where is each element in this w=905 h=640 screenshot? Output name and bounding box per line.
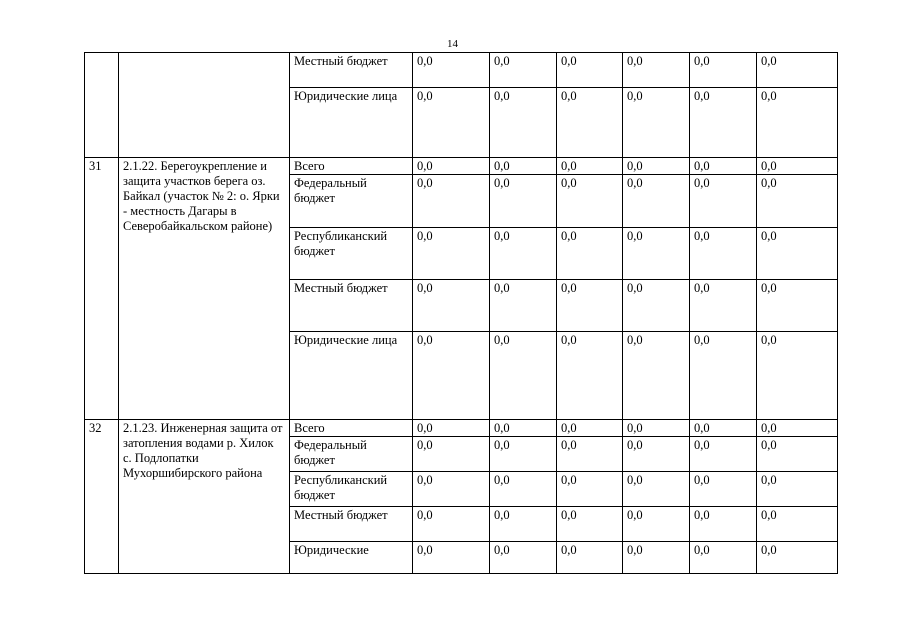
page-number: 14	[447, 38, 458, 50]
value-cell: 0,0	[623, 332, 690, 420]
value-cell: 0,0	[623, 420, 690, 437]
funding-source-cell: Всего	[290, 420, 413, 437]
value-cell: 0,0	[690, 53, 757, 88]
funding-source-cell: Федеральный бюджет	[290, 175, 413, 228]
value-cell: 0,0	[557, 175, 623, 228]
value-cell: 0,0	[557, 88, 623, 158]
value-cell: 0,0	[490, 420, 557, 437]
value-cell: 0,0	[623, 280, 690, 332]
value-cell: 0,0	[490, 158, 557, 175]
value-cell: 0,0	[690, 472, 757, 507]
funding-source-cell: Местный бюджет	[290, 53, 413, 88]
value-cell: 0,0	[413, 542, 490, 574]
value-cell: 0,0	[490, 88, 557, 158]
object-name-cell: 2.1.23. Инженерная защита от затопления водами р. Хилок с. Подлопатки Мухоршибирского района	[119, 420, 290, 574]
funding-source-cell: Республиканский бюджет	[290, 472, 413, 507]
funding-source-cell: Республиканский бюджет	[290, 228, 413, 280]
value-cell: 0,0	[557, 228, 623, 280]
value-cell: 0,0	[757, 175, 838, 228]
value-cell: 0,0	[413, 53, 490, 88]
object-name-cell: 2.1.22. Берегоукрепление и защита участков берега оз. Байкал (участок № 2: о. Ярки - местность Дагары в Северобайкальском районе)	[119, 158, 290, 420]
value-cell: 0,0	[557, 420, 623, 437]
value-cell: 0,0	[557, 507, 623, 542]
value-cell: 0,0	[757, 280, 838, 332]
funding-source-cell: Юридические лица	[290, 332, 413, 420]
value-cell: 0,0	[623, 507, 690, 542]
funding-source-cell: Федеральный бюджет	[290, 437, 413, 472]
value-cell: 0,0	[623, 158, 690, 175]
funding-source-cell: Местный бюджет	[290, 507, 413, 542]
value-cell: 0,0	[690, 420, 757, 437]
value-cell: 0,0	[557, 280, 623, 332]
value-cell: 0,0	[413, 420, 490, 437]
value-cell: 0,0	[690, 332, 757, 420]
value-cell: 0,0	[623, 88, 690, 158]
funding-source-cell: Всего	[290, 158, 413, 175]
value-cell: 0,0	[757, 542, 838, 574]
row-number-cell	[85, 53, 119, 158]
value-cell: 0,0	[557, 542, 623, 574]
value-cell: 0,0	[623, 175, 690, 228]
value-cell: 0,0	[413, 88, 490, 158]
value-cell: 0,0	[757, 88, 838, 158]
value-cell: 0,0	[757, 437, 838, 472]
value-cell: 0,0	[490, 507, 557, 542]
row-number-cell: 31	[85, 158, 119, 420]
value-cell: 0,0	[757, 53, 838, 88]
value-cell: 0,0	[757, 507, 838, 542]
value-cell: 0,0	[690, 542, 757, 574]
object-name-cell	[119, 53, 290, 158]
budget-table	[84, 52, 838, 574]
value-cell: 0,0	[557, 472, 623, 507]
table-row	[85, 158, 838, 175]
value-cell: 0,0	[690, 280, 757, 332]
value-cell: 0,0	[490, 332, 557, 420]
value-cell: 0,0	[413, 472, 490, 507]
value-cell: 0,0	[690, 507, 757, 542]
value-cell: 0,0	[413, 175, 490, 228]
row-number-cell: 32	[85, 420, 119, 574]
value-cell: 0,0	[490, 228, 557, 280]
value-cell: 0,0	[690, 175, 757, 228]
value-cell: 0,0	[413, 228, 490, 280]
value-cell: 0,0	[413, 437, 490, 472]
value-cell: 0,0	[490, 53, 557, 88]
value-cell: 0,0	[413, 280, 490, 332]
value-cell: 0,0	[623, 53, 690, 88]
value-cell: 0,0	[557, 158, 623, 175]
value-cell: 0,0	[490, 280, 557, 332]
value-cell: 0,0	[557, 53, 623, 88]
value-cell: 0,0	[757, 228, 838, 280]
value-cell: 0,0	[690, 88, 757, 158]
table-row	[85, 420, 838, 437]
value-cell: 0,0	[557, 437, 623, 472]
value-cell: 0,0	[690, 158, 757, 175]
value-cell: 0,0	[757, 420, 838, 437]
value-cell: 0,0	[623, 228, 690, 280]
value-cell: 0,0	[413, 332, 490, 420]
value-cell: 0,0	[623, 472, 690, 507]
table-row	[85, 53, 838, 88]
value-cell: 0,0	[757, 472, 838, 507]
funding-source-cell: Местный бюджет	[290, 280, 413, 332]
value-cell: 0,0	[623, 542, 690, 574]
value-cell: 0,0	[757, 158, 838, 175]
value-cell: 0,0	[557, 332, 623, 420]
value-cell: 0,0	[490, 542, 557, 574]
value-cell: 0,0	[490, 175, 557, 228]
funding-source-cell: Юридические	[290, 542, 413, 574]
value-cell: 0,0	[623, 437, 690, 472]
value-cell: 0,0	[490, 472, 557, 507]
value-cell: 0,0	[690, 437, 757, 472]
value-cell: 0,0	[490, 437, 557, 472]
value-cell: 0,0	[757, 332, 838, 420]
funding-source-cell: Юридические лица	[290, 88, 413, 158]
value-cell: 0,0	[690, 228, 757, 280]
value-cell: 0,0	[413, 507, 490, 542]
value-cell: 0,0	[413, 158, 490, 175]
